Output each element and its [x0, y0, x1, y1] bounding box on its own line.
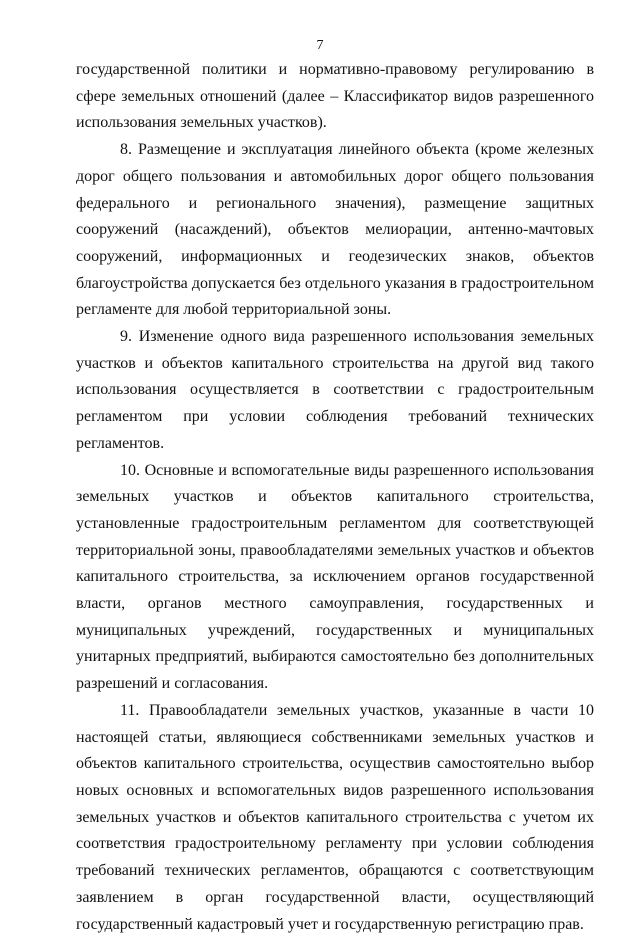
paragraph-continuation: государственной политики и нормативно-правовому регулированию в сфере земельных отношений (далее – Классификатор видов разрешенного использования земельных участков). [76, 61, 594, 132]
document-body [76, 57, 594, 938]
paragraph-9: 9. Изменение одного вида разрешенного использования земельных участков и объектов капитального строительства на другой вид такого использования осуществляется в соответствии с градостроительным регламентом при условии соблюдения требований технических регламентов. [76, 328, 594, 452]
page-number: 7 [316, 38, 324, 53]
paragraph-10: 10. Основные и вспомогательные виды разрешенного использования земельных участков и объектов капитального строительства, установленные градостроительным регламентом для соответствующей территориальной зоны, правообладателями земельных участков и объектов капитального строительства, за исключением органов государственной власти, органов местного самоуправления, государственных и муниципальных учреждений, государственных и муниципальных унитарных предприятий, выбираются самостоятельно без дополнительных разрешений и согласования. [76, 461, 594, 693]
paragraph-11: 11. Правообладатели земельных участков, указанные в части 10 настоящей статьи, являющиеся собственниками земельных участков и объектов капитального строительства, осуществив самостоятельно выбор новых основных и вспомогательных видов разрешенного использования земельных участков и объектов капитального строительства с учетом их соответствия градостроительному регламенту при условии соблюдения требований технических регламентов, обращаются с соответствующим заявлением в орган государственной власти, осуществляющий государственный кадастровый учет и государственную регистрацию прав. [76, 701, 594, 933]
paragraph-8: 8. Размещение и эксплуатация линейного объекта (кроме железных дорог общего пользования и автомобильных дорог общего пользования федерального и регионального значения), размещение защитных сооружений (насаждений), объектов мелиорации, антенно-мачтовых сооружений, информационных и геодезических знаков, объектов благоустройства допускается без отдельного указания в градостроительном регламенте для любой территориальной зоны. [76, 141, 594, 319]
